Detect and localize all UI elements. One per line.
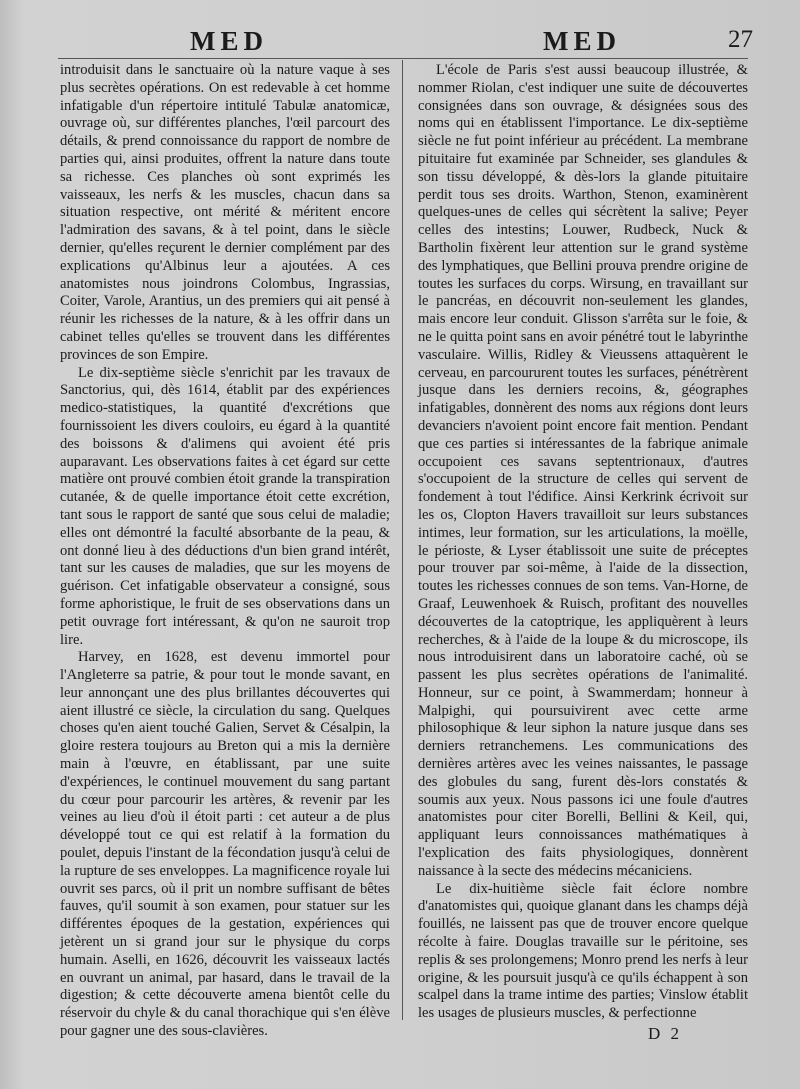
paragraph: Harvey, en 1628, est devenu immortel pour l'Angleterre sa patrie, & pour tout le monde savant, en leur annonçant une des plus brillantes découvertes qui aient illustré ce siècle, la circulation du sang. Quelques choses qu'en aient touché Galien, Servet & Césalpin, la gloire restera toujours au Breton qui a mis la dernière main à l'œuvre, en établissant, par une suite d'expériences, le continuel mouvement du sang partant du cœur pour parcourir les artères, & revenir par les veines au lieu d'où il étoit parti : cet auteur a de plus développé tout ce qui est relatif à la formation du poulet, depuis l'instant de la fécondation jusqu'à celui de la rupture de ses enveloppes. La magnificence royale lui ouvrit ses parcs, où il prit un nombre suffisant de bêtes fauves, qu'il soumit à son examen, pour statuer sur les différentes époques de la gestation, expériences qui jetèrent un si grand jour sur le physique du corps humain. Aselli, en 1626, découvrit les vaisseaux lactés en ouvrant un animal, par hasard, dans le travail de la digestion; & cette découverte amena bientôt celle du réservoir du chyle & du canal thorachique qui s'en élève pour gagner une des sous-clavières.	[60, 649, 390, 1040]
paragraph: L'école de Paris s'est aussi beaucoup illustrée, & nommer Riolan, c'est indiquer une suite de découvertes consignées dans son ouvrage, & désignées sous des noms qui en établissent l'importance. Le dix-septième siècle ne fut point inférieur au précédent. La membrane pituitaire fut examinée par Schneider, ses glandules & son tissu développé, & dès-lors la glande pituitaire perdit tous ses droits. Warthon, Stenon, examinèrent quelques-unes de celles qui sécrètent la salive; Peyer celles des intestins; Louwer, Rudbeck, Nuck & Bartholin fixèrent leur attention sur le grand système des lymphatiques, que Bellini prouva prendre origine de toutes les surfaces du corps. Wirsung, en travaillant sur le pancréas, en découvrit non-seulement les glandes, mais encore leur conduit. Glisson s'arrêta sur le foie, & ne le quitta point sans en avoir pénétré tout le labyrinthe vasculaire. Willis, Ridley & Vieussens attaquèrent le cerveau, en parcoururent toutes les surfaces, pénétrèrent jusque dans les derniers recoins, &, géographes infatigables, donnèrent des noms aux régions dont leurs devanciers n'avoient point encore fait mention. Pendant que ces parties si intéressantes de la fabrique animale occupoient ces savans septentrionaux, d'autres s'occupoient de la structure de celles qui servent de fondement à tout l'édifice. Ainsi Kerkrink écrivoit sur les os, Clopton Havers travailloit sur leurs substances intimes, leur formation, sur les articulations, la moëlle, le périoste, & Lyser établissoit une suite de préceptes pour trouver par soi-même, à l'aide de la dissection, toutes les richesses connues de son tems. Van-Horne, de Graaf, Leuwenhoek & Ruisch, profitant des nouvelles découvertes de la catoptrique, les appliquèrent à leurs recherches, & à l'aide de la loupe & du microscope, ils nous introduisirent dans un laboratoire caché, où se passent les plus secrètes opérations de l'animalité. Honneur, sur ce point, à Swammerdam; honneur à Malpighi, qui poursuivirent avec cette arme philosophique & leur siphon la nature jusque dans ses derniers retranchemens. Les communications des dernières artères avec les veines naissantes, le passage des globules du sang, furent dès-lors constatés & soumis aux yeux. Nous passons ici une foule d'autres anatomistes pour citer Borelli, Bellini & Keil, qui, appliquant leurs connoissances mathématiques à l'explication des faits physiologiques, donnèrent naissance à la secte des médecins mécaniciens.	[418, 62, 748, 879]
paragraph: introduisit dans le sanctuaire où la nature vaque à ses plus secrètes opérations. On est redevable à cet homme infatigable d'un répertoire intitulé Tabulæ anatomicæ, ouvrage où, sur différentes planches, l'œil parcourt des détails, & prend connoissance du rapport de nombre de parties qui, ainsi produites, offrent la nature dans toute sa richesse. Ces planches où sont exprimés les vaisseaux, les nerfs & les muscles, chacun dans sa situation respective, ont mérité & méritent encore l'admiration des savans, & à tel point, dans le siècle dernier, qu'elles reçurent le dernier complément par des explications qu'Albinus leur a ajoutées. A ces anatomistes nous joindrons Colombus, Ingrassias, Coiter, Varole, Arantius, un des premiers qui ait pensé à réunir les richesses de la nature, & à les offrir dans un cabinet telles qu'elles se trouvent dans les différentes provinces de son Empire.	[60, 62, 390, 363]
signature-mark: D 2	[648, 1024, 683, 1043]
left-column	[60, 62, 390, 1041]
running-head-right: MED	[543, 26, 621, 56]
column-divider	[402, 60, 403, 1020]
running-head-left: MED	[190, 26, 268, 56]
paragraph: Le dix-septième siècle s'enrichit par les travaux de Sanctorius, qui, dès 1614, établit par des expériences medico-statistiques, la quantité d'excrétions que fournissoient les divers couloirs, eu égard à la quantité des boissons & d'alimens qui avoient été pris auparavant. Les observations faites à cet égard sur cette matière ont prouvé combien étoit grande la transpiration cutanée, & de quelle importance étoit cette excrétion, tant sous le rapport de santé que sous celui de maladie; elles ont démontré la faculté absorbante de la peau, & ont donné lieu à des déductions d'un bien grand intérêt, tant sur les causes de maladies, que sur les moyens de guérison. Cet infatigable observateur a consigné, sous forme aphoristique, le fruit de ses observations dans un petit ouvrage fort intéressant, & qu'on ne sauroit trop lire.	[60, 364, 390, 648]
right-column	[418, 62, 748, 1023]
paragraph: Le dix-huitième siècle fait éclore nombre d'anatomistes qui, quoique glanant dans les champs déjà fouillés, ne laissent pas que de trouver encore quelque récolte à faire. Douglas travaille sur le péritoine, ses replis & ses prolongemens; Monro prend les nerfs à leur origine, & les poursuit jusqu'à ce qu'ils échappent à son scalpel dans la trame intime des parties; Vinslow établit les usages de plusieurs muscles, & perfectionne	[418, 880, 748, 1022]
header-rule	[58, 58, 748, 59]
page-number: 27	[728, 26, 753, 53]
